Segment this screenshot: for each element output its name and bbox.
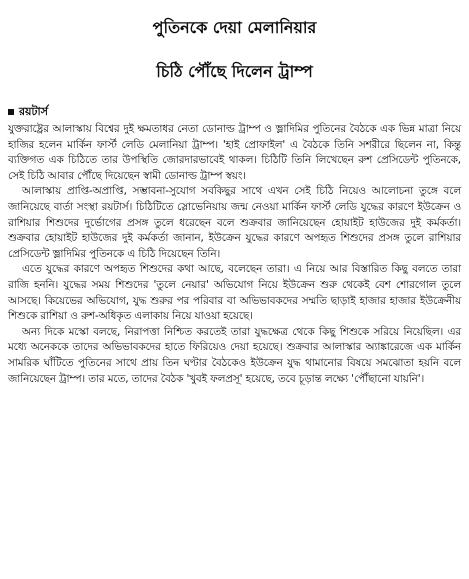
paragraph-2: আলাস্কায় প্রাপ্তি-অপ্রাপ্তি, সম্ভাবনা-সুযোগ সবকিছুর সাথে এখন সেই চিঠি নিয়েও আলোচনা তুঙ্গে বলে জানিয়েছে বার্তা সংস্থা রয়টার্স। চিঠিটিতে স্লোভেনিয়ায় জন্ম নেওয়া মার্কিন ফার্স্ট লেডি যুদ্ধের কারণে ইউক্রেন ও রাশিয়ার শিশুদের দুর্ভোগের প্রসঙ্গ তুলে ধরেছেন বলে শুক্রবার জানিয়েছেন হোয়াইট হাউজের দুই কর্মকর্তা। শুক্রবার হোয়াইট হাউজের দুই কর্মকর্তা জানান, ইউক্রেন যুদ্ধের কারণে অপহৃত শিশুদের প্রসঙ্গ তুলে রাশিয়ার প্রেসিডেন্ট ভ্লাদিমির পুতিনকে এ চিঠি দিয়েছেন তিনি।	[8, 185, 461, 260]
byline	[8, 104, 461, 120]
headline	[8, 6, 461, 94]
headline-line-2: চিঠি পৌঁছে দিলেন ট্রাম্প	[156, 62, 313, 81]
paragraph-3: এতে যুদ্ধের কারণে অপহৃত শিশুদের কথা আছে, বলেছেন তারা। এ নিয়ে আর বিস্তারিত কিছু বলতে তারা রাজি হননি। যুদ্ধের সময় শিশুদের 'তুলে নেয়ার' অভিযোগ নিয়ে ইউক্রেন শুরু থেকেই বেশ শোরগোল তুলে আসছে। কিয়েভের অভিযোগ, যুদ্ধ শুরুর পর পরিবার বা অভিভাবকদের সম্মতি ছাড়াই হাজার হাজার ইউক্রেনীয় শিশুকে রাশিয়া ও রুশ-অধিকৃত এলাকায় নিয়ে যাওয়া হয়েছে।	[8, 263, 461, 323]
square-bullet-icon	[8, 109, 14, 115]
paragraph-4: অন্য দিকে মস্কো বলছে, নিরাপত্তা নিশ্চিত করতেই তারা যুদ্ধক্ষেত্র থেকে কিছু শিশুকে সরিয়ে নিয়েছিল। এর মধ্যে অনেককে তাদের অভিভাবকদের হাতে ফিরিয়েও দেয়া হয়েছে। শুক্রবার আলাস্কার অ্যাঙ্কারেজে এক মার্কিন সামরিক ঘাঁটিতে পুতিনের সাথে প্রায় তিন ঘণ্টার বৈঠকেও ইউক্রেন যুদ্ধ থামানোর বিষয়ে সমঝোতা হয়নি বলে জানিয়েছেন ট্রাম্প। তার মতে, তাদের বৈঠক 'খুবই ফলপ্রসূ' হয়েছে, তবে চূড়ান্ত লক্ষ্যে 'পৌঁছানো যায়নি'।	[8, 325, 461, 385]
headline-line-1: পুতিনকে দেয়া মেলানিয়ার	[152, 18, 317, 37]
paragraph-1: যুক্তরাষ্ট্রের আলাস্কায় বিশ্বের দুই ক্ষমতাধর নেতা ডোনাল্ড ট্রাম্প ও ভ্লাদিমির পুতিনের বৈঠকে এক ভিন্ন মাত্রা নিয়ে হাজির হলেন মার্কিন ফার্স্ট লেডি মেলানিয়া ট্রাম্প। 'হাই প্রোফাইল' এ বৈঠকে তিনি সশরীরে ছিলেন না, কিন্তু ব্যক্তিগত এক চিঠিতে তার উপস্থিতি জোরদারভাবেই থাকল। চিঠিটি তিনি লিখেছেন রুশ প্রেসিডেন্ট পুতিনকে, সেই চিঠি আবার পৌঁছে দিয়েছেন স্বামী ডোনাল্ড ট্রাম্প স্বয়ং।	[8, 123, 461, 182]
byline-source: রয়টার্স	[19, 105, 48, 118]
article-body	[8, 122, 461, 387]
